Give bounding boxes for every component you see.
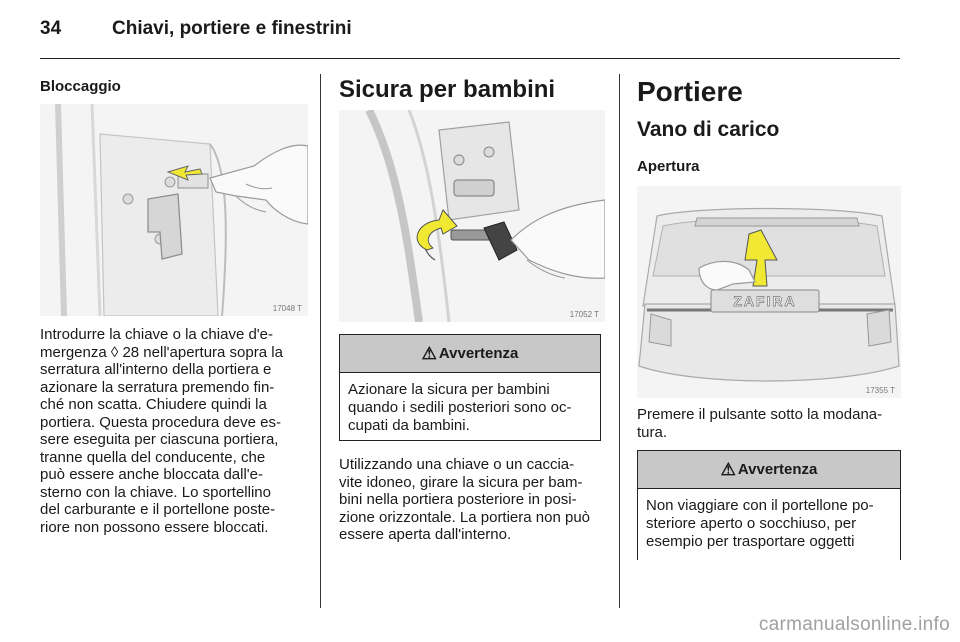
text-line: cupati da bambini. — [348, 417, 470, 434]
text-line: portiera. Questa procedura deve es- — [40, 413, 281, 431]
subheading-vano-carico: Vano di carico — [637, 118, 780, 141]
text-line: essere aperta dall'interno. — [339, 526, 512, 543]
text-line: Premere il pulsante sotto la modana- — [637, 406, 883, 423]
text-line: Utilizzando una chiave o un caccia- — [339, 456, 575, 473]
text-line: del carburante e il portellone poste- — [40, 501, 276, 518]
model-badge-text: ZAFIRA — [733, 293, 797, 309]
figure-code: 17355 T — [865, 386, 895, 395]
header-rule — [40, 58, 900, 59]
section-heading-sicura-bambini: Sicura per bambini — [339, 76, 556, 103]
text-line: ché non scatta. Chiudere quindi la — [40, 396, 267, 413]
warning-header — [638, 451, 900, 489]
text-line: zione orizzontale. La portiera non può — [339, 508, 591, 526]
warning-title: Avvertenza — [737, 461, 818, 478]
column-divider-1 — [320, 74, 321, 608]
apertura-body — [637, 406, 903, 441]
text-line: Azionare la sicura per bambini — [348, 381, 550, 398]
text-line: serratura all'interno della portiera e — [40, 361, 272, 378]
figure-code: 17048 T — [272, 304, 302, 313]
page-title: Chiavi, portiere e finestrini — [112, 18, 352, 39]
text-line: Non viaggiare con il portellone po- — [646, 497, 874, 514]
figure-tailgate-opening — [637, 186, 901, 398]
warning-triangle-icon: ⚠ — [421, 343, 437, 363]
child-lock-illustration — [339, 110, 605, 322]
warning-box — [339, 334, 601, 441]
sicura-body — [339, 456, 611, 544]
warning-header — [340, 335, 600, 373]
text-line: vite idoneo, girare la sicura per bam- — [339, 473, 583, 491]
column-divider-2 — [619, 74, 620, 608]
text-line: steriore aperto o socchiuso, per — [646, 515, 857, 532]
warning-body — [638, 489, 900, 551]
figure-door-lock-key — [40, 104, 308, 316]
warning-body — [340, 373, 600, 435]
page-number: 34 — [40, 18, 62, 39]
watermark: carmanualsonline.info — [758, 614, 950, 635]
text-line: bini nella portiera posteriore in posi- — [339, 491, 577, 508]
text-line: sterno con la chiave. Lo sportellino — [40, 483, 271, 501]
figure-code: 17052 T — [569, 310, 599, 319]
warning-triangle-icon: ⚠ — [720, 459, 736, 479]
section-heading-bloccaggio: Bloccaggio — [40, 78, 121, 95]
text-line: tura. — [637, 423, 668, 441]
bloccaggio-body — [40, 326, 310, 536]
text-line: Introdurre la chiave o la chiave d'e- — [40, 326, 273, 343]
text-line: sere eseguita per ciascuna portiera, — [40, 431, 279, 448]
page-header — [40, 18, 900, 62]
door-lock-illustration — [40, 104, 308, 316]
text-line: azionare la serratura premendo fin- — [40, 378, 275, 396]
text-line: può essere anche bloccata dall'e- — [40, 466, 264, 483]
warning-box — [637, 450, 901, 560]
text-line: mergenza ◊ 28 nell'apertura sopra la — [40, 343, 283, 361]
warning-title: Avvertenza — [438, 345, 519, 362]
text-line: tranne quella del conducente, che — [40, 448, 266, 466]
subheading-apertura: Apertura — [637, 158, 700, 175]
figure-child-lock — [339, 110, 605, 322]
tailgate-illustration — [637, 186, 901, 398]
text-line: esempio per trasportare oggetti — [646, 533, 855, 550]
section-heading-portiere: Portiere — [637, 76, 743, 107]
text-line: quando i sedili posteriori sono oc- — [348, 399, 572, 416]
text-line: riore non possono essere bloccati. — [40, 518, 269, 536]
